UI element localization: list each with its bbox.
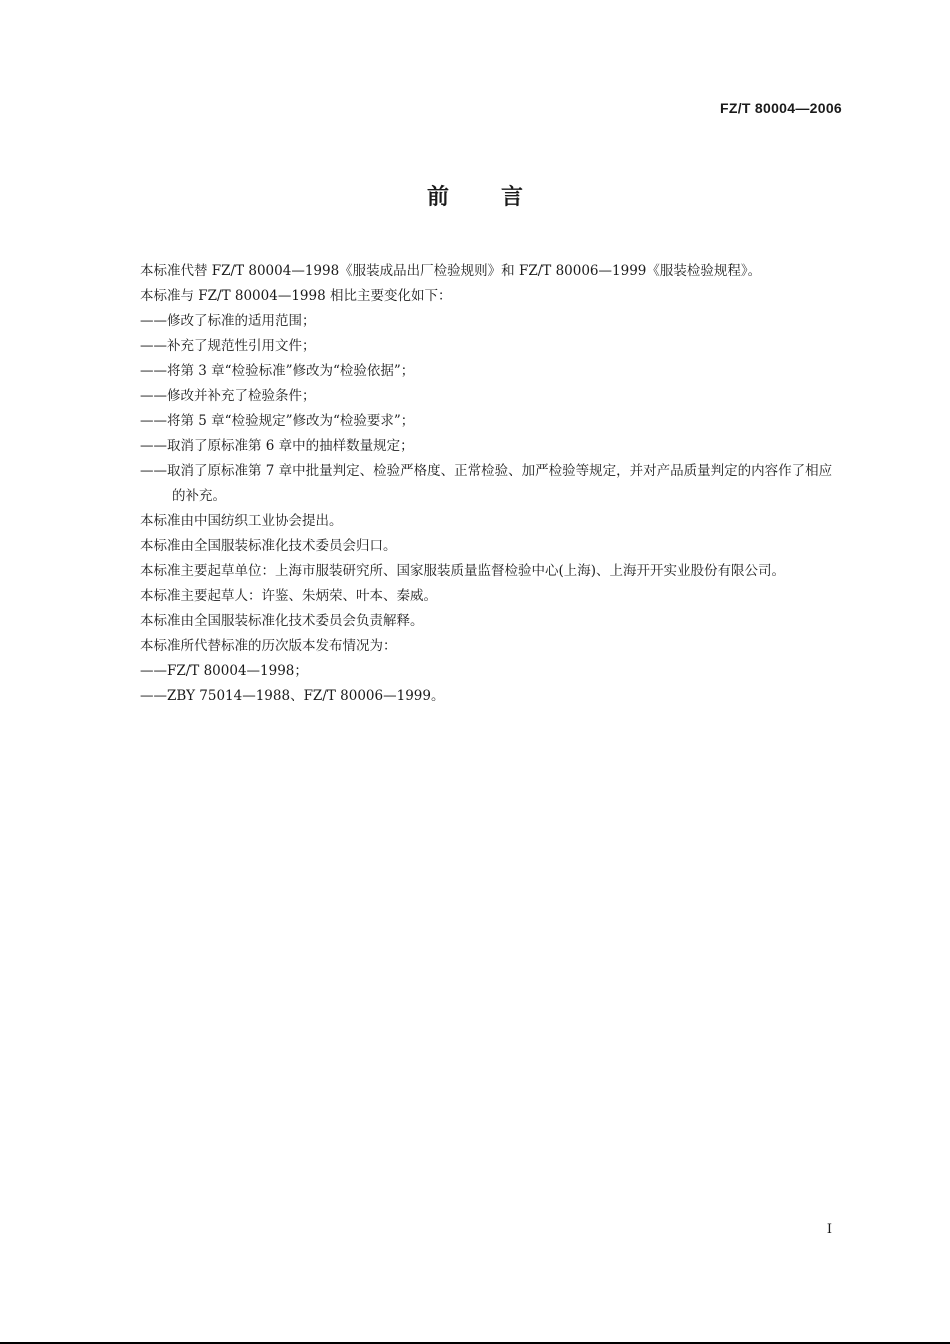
foreword-body (108, 259, 843, 709)
paragraph-drafting-units: 本标准主要起草单位：上海市服装研究所、国家服装质量监督检验中心(上海)、上海开开实业股份有限公司。 (140, 563, 786, 579)
paragraph-replaces: 本标准代替 FZ/T 80004—1998《服装成品出厂检验规则》和 FZ/T 80006—1999《服装检验规程》。 (140, 263, 762, 279)
paragraph-history-intro: 本标准所代替标准的历次版本发布情况为： (140, 638, 397, 654)
page-title: 前言 (426, 185, 575, 210)
list-item: ——将第 5 章“检验规定”修改为“检验要求”； (140, 413, 415, 429)
paragraph-administered-by: 本标准由全国服装标准化技术委员会归口。 (140, 538, 397, 554)
list-item: ——将第 3 章“检验标准”修改为“检验依据”； (140, 363, 415, 379)
list-item: ——FZ/T 80004—1998； (140, 663, 308, 679)
standard-number: FZ/T 80004—2006 (719, 100, 842, 116)
paragraph-interpretation: 本标准由全国服装标准化技术委员会负责解释。 (140, 613, 424, 629)
list-item: ——取消了原标准第 7 章中批量判定、检验严格度、正常检验、加严检验等规定，并对产品质量判定的内容作了相应的补充。 (140, 463, 833, 504)
list-item: ——补充了规范性引用文件； (140, 338, 316, 354)
paragraph-drafters: 本标准主要起草人：许鉴、朱炳荣、叶本、秦威。 (140, 588, 437, 604)
list-item: ——修改了标准的适用范围； (140, 313, 316, 329)
paragraph-proposed-by: 本标准由中国纺织工业协会提出。 (140, 513, 343, 529)
paragraph-changes-intro: 本标准与 FZ/T 80004—1998 相比主要变化如下： (140, 288, 452, 304)
list-item: ——取消了原标准第 6 章中的抽样数量规定； (140, 438, 414, 454)
list-item: ——ZBY 75014—1988、FZ/T 80006—1999。 (140, 688, 445, 704)
list-item: ——修改并补充了检验条件； (140, 388, 316, 404)
page-number: I (826, 1222, 832, 1237)
